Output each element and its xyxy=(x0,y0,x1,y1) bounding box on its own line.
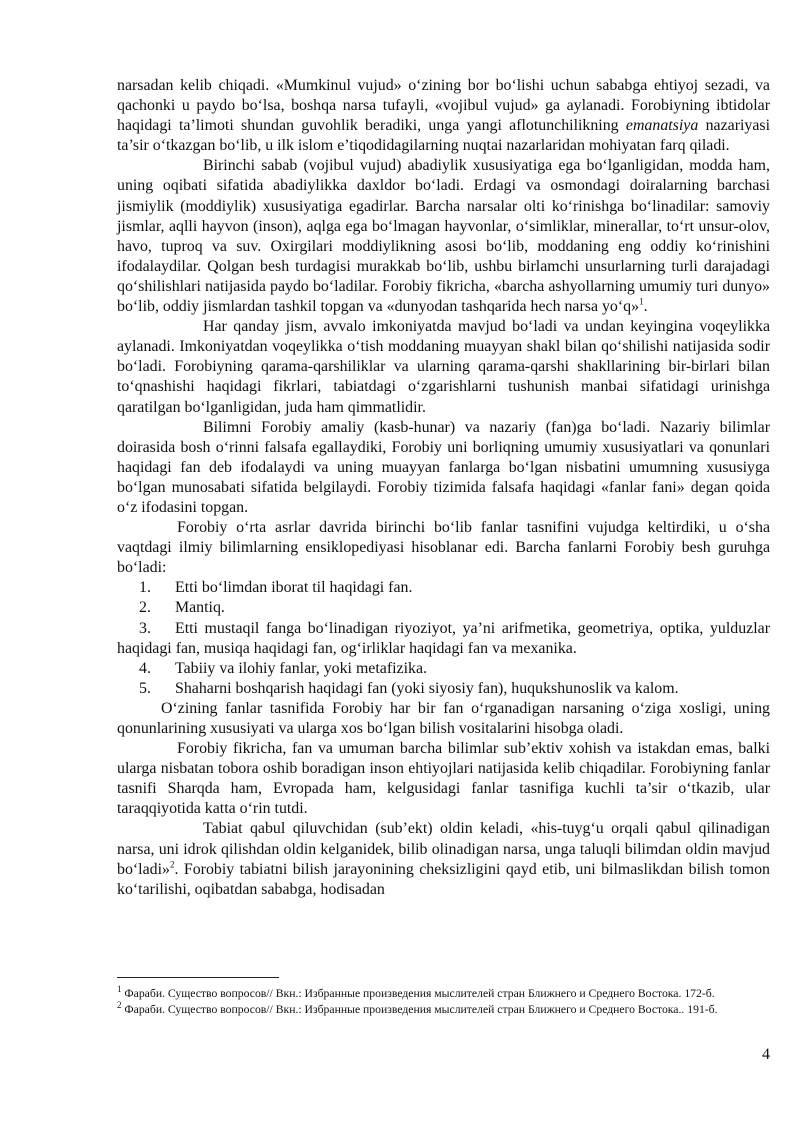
emphasis-emanatsiya: emanatsiya xyxy=(625,117,699,135)
footnote-ref-2: 2 xyxy=(169,859,175,870)
footnote-1: $^1$ Фараби. Существо вопросов// Вкн.: Избранные произведения мыслителей стран Ближнего и Среднего Востока. 172-б. xyxy=(117,984,715,1000)
list-item: 2. Mantiq. xyxy=(139,599,225,617)
footnote-divider xyxy=(117,977,279,978)
footnotes xyxy=(117,977,770,1017)
list-item: 1. Etti bo‘limdan iborat til haqidagi fan. xyxy=(139,579,413,597)
paragraph-6: O‘zining fanlar tasnifida Forobiy har bir fan o‘rganadigan narsaning o‘ziga xosligi, uning qonunlarining xususiyati va ularga xos bo‘lgan bilish vositalarini hisobga oladi. xyxy=(117,699,770,737)
paragraph-3: Har qanday jism, avvalo imkoniyatda mavjud bo‘ladi va undan keyingina voqeylikka aylanadi. Imkoniyatdan voqeylikka o‘tish moddaning muayyan shakl bilan qo‘shilishi natijasida sodir bo‘ladi. Forobiyning qarama-qarshiliklar va ularning qarama-qarshi shakllarining bir-birlari bilan to‘qnashishi haqidagi fikrlari, tabiatdagi o‘zgarishlarni tushunish manbai sifatidagi urinishga qaratilgan bo‘lganligidan, juda ham qimmatlidir. xyxy=(117,318,770,416)
paragraph-1: narsadan kelib chiqadi. «Mumkinul vujud» o‘zining bor bo‘lishi uchun sababga ehtiyoj sezadi, va qachonki u paydo bo‘lsa, boshqa narsa tufayli, «vojibul vujud» ga aylanadi. Forobiyning ibtidolar haqidagi ta’limoti shundan guvohlik beradiki, unga yangi aflotunchilikning emanatsiya nazariyasi ta’sir o‘tkazgan bo‘lib, u ilk islom e’tiqodidagilarning nuqtai nazarlaridan mohiyatan farq qiladi. xyxy=(117,77,770,155)
paragraph-7: Forobiy fikricha, fan va umuman barcha bilimlar sub’ektiv xohish va istakdan emas, balki ularga nisbatan tobora oshib boradigan inson ehtiyojlari natijasida kelib chiqadilar. Forobiyning fanlar tasnifi Sharqda ham, Evropada ham, kelgusidagi fanlar tasnifiga kuchli ta’sir o‘tkazib, ular taraqqiyotida katta o‘rin tutdi. xyxy=(117,740,770,818)
science-groups-list xyxy=(117,578,770,699)
paragraph-2: Birinchi sabab (vojibul vujud) abadiylik xususiyatiga ega bo‘lganligidan, modda ham, uning oqibati sifatida abadiylikka daxldor bo‘ladi. Erdagi va osmondagi doiralarning barchasi jismiylik (moddiylik) xususiyatiga egadirlar. Barcha narsalar olti ko‘rinishga bo‘linadilar: samoviy jismlar, aqlli hayvon (inson), aqlga ega bo‘lmagan hayvonlar, o‘simliklar, minerallar, to‘rt unsur-olov, havo, tuproq va suv. Oxirgilari moddiylikning asosi bo‘lib, moddaning eng oddiy ko‘rinishini ifodalaydilar. Qolgan besh turdagisi murakkab bo‘lib, ushbu birlamchi unsurlarning turli darajadagi qo‘shilishlari natijasida paydo bo‘ladilar. Forobiy fikricha, «barcha ashyollarning umumiy turi dunyo» bo‘lib, oddiy jismlardan tashkil topgan va «dunyodan tashqarida hech narsa yo‘q»$^1$. xyxy=(117,157,770,316)
paragraph-8: Tabiat qabul qiluvchidan (sub’ekt) oldin keladi, «his-tuyg‘u orqali qabul qilinadigan narsa, uni idrok qilishdan oldin kelganidek, bilib olinadigan narsa, unga taluqli bilimdan oldin mavjud bo‘ladi»$^2$. Forobiy tabiatni bilish jarayonining cheksizligini qayd etib, uni bilmaslikdan bilish tomon ko‘tarilishi, oqibatdan sababga, hodisadan xyxy=(117,820,770,898)
footnote-ref-1: 1 xyxy=(639,296,644,307)
list-item: 4. Tabiiy va ilohiy fanlar, yoki metafizika. xyxy=(139,659,427,677)
paragraph-5: Forobiy o‘rta asrlar davrida birinchi bo‘lib fanlar tasnifini vujudga keltirdiki, u o‘sha vaqtdagi ilmiy bilimlarning ensiklopediyasi hisoblanar edi. Barcha fanlarni Forobiy besh guruhga bo‘ladi: xyxy=(117,519,770,577)
list-item: 3. Etti mustaqil fanga bo‘linadigan riyoziyot, ya’ni arifmetika, geometriya, optika, yulduzlar haqidagi fan, musiqa haqidagi fan, og‘irliklar haqidagi fan va mexanika. xyxy=(117,619,770,657)
page-body xyxy=(117,76,770,900)
list-item: 5. Shaharni boshqarish haqidagi fan (yoki siyosiy fan), huqukshunoslik va kalom. xyxy=(139,679,679,697)
footnote-2: $^2$ Фараби. Существо вопросов// Вкн.: Избранные произведения мыслителей стран Ближнего и Среднего Востока.. 191-б. xyxy=(117,999,718,1016)
paragraph-4: Bilimni Forobiy amaliy (kasb-hunar) va nazariy (fan)ga bo‘ladi. Nazariy bilimlar doirasida bosh o‘rinni falsafa egallaydiki, Forobiy uni borliqning umumiy xususiyatlari va qonunlari haqidagi fan deb ifodalaydi va uning muayyan fanlarga bo‘lgan nisbatini umumning xususiyga bo‘lgan munosabati sifatida belgilaydi. Forobiy tizimida falsafa haqidagi «fanlar fani» degan qoida o‘z ifodasini topgan. xyxy=(117,418,770,516)
page-number: 4 xyxy=(762,1046,770,1063)
